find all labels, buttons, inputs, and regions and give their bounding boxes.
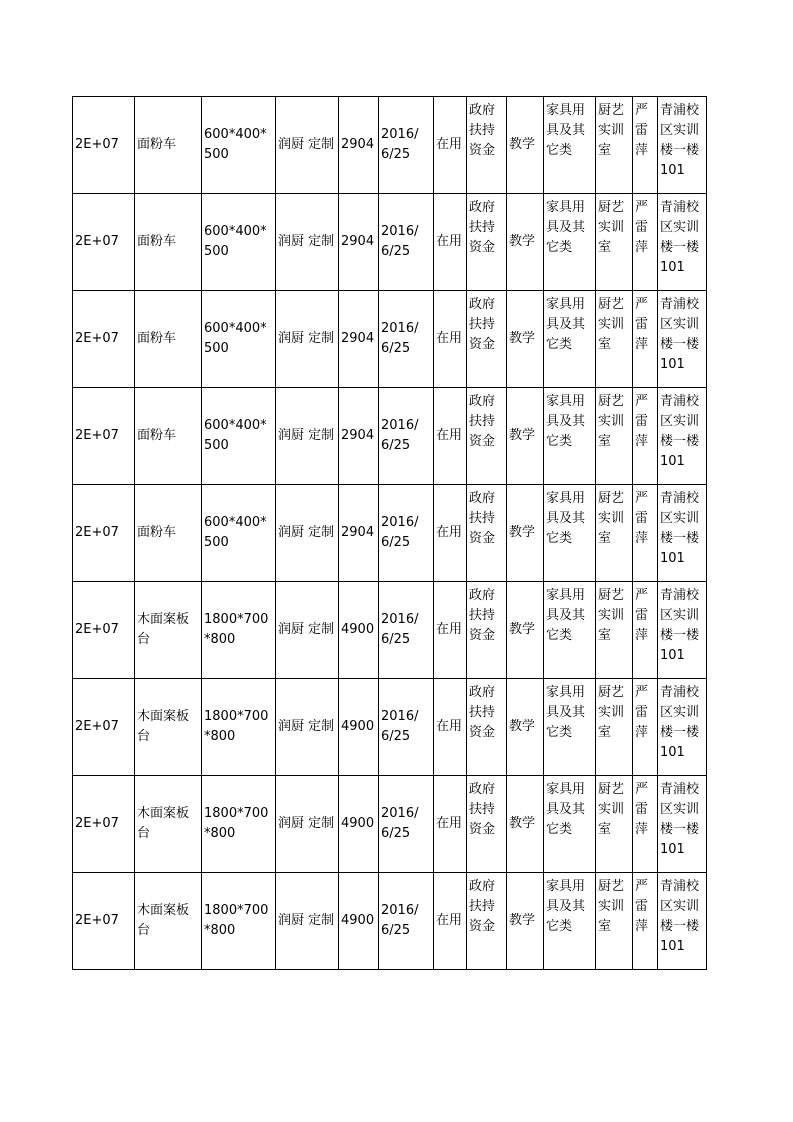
location-cell: 青浦校区实训楼一楼101 [658,291,707,388]
category-cell: 家具用具及其它类 [544,679,596,776]
spec-cell: 600*400*500 [202,194,276,291]
asset-code-cell: 2E+07 [73,388,135,485]
category-cell: 家具用具及其它类 [544,194,596,291]
date-cell: 2016/6/25 [379,485,434,582]
usage-cell: 教学 [507,873,544,970]
location-cell: 青浦校区实训楼一楼101 [658,388,707,485]
keeper-cell: 严雷萍 [633,388,658,485]
spec-cell: 600*400*500 [202,291,276,388]
asset-table-sheet [72,96,707,970]
price-cell: 2904 [339,388,379,485]
department-cell: 厨艺实训室 [596,485,633,582]
asset-name-cell: 面粉车 [135,97,202,194]
keeper-cell: 严雷萍 [633,873,658,970]
date-cell: 2016/6/25 [379,388,434,485]
category-cell: 家具用具及其它类 [544,873,596,970]
table-row [73,582,707,679]
asset-code-cell: 2E+07 [73,679,135,776]
brand-cell: 润厨 定制 [276,97,339,194]
usage-cell: 教学 [507,776,544,873]
price-cell: 4900 [339,776,379,873]
location-cell: 青浦校区实训楼一楼101 [658,873,707,970]
price-cell: 4900 [339,582,379,679]
table-row [73,873,707,970]
department-cell: 厨艺实训室 [596,388,633,485]
asset-name-cell: 面粉车 [135,388,202,485]
usage-cell: 教学 [507,388,544,485]
date-cell: 2016/6/25 [379,194,434,291]
location-cell: 青浦校区实训楼一楼101 [658,485,707,582]
status-cell: 在用 [434,582,467,679]
location-cell: 青浦校区实训楼一楼101 [658,194,707,291]
fund-source-cell: 政府扶持资金 [467,388,507,485]
keeper-cell: 严雷萍 [633,97,658,194]
fund-source-cell: 政府扶持资金 [467,194,507,291]
usage-cell: 教学 [507,582,544,679]
table-row [73,776,707,873]
brand-cell: 润厨 定制 [276,679,339,776]
asset-code-cell: 2E+07 [73,194,135,291]
price-cell: 2904 [339,485,379,582]
status-cell: 在用 [434,388,467,485]
asset-code-cell: 2E+07 [73,97,135,194]
asset-code-cell: 2E+07 [73,582,135,679]
status-cell: 在用 [434,776,467,873]
brand-cell: 润厨 定制 [276,485,339,582]
fund-source-cell: 政府扶持资金 [467,776,507,873]
price-cell: 2904 [339,291,379,388]
spec-cell: 1800*700*800 [202,679,276,776]
asset-code-cell: 2E+07 [73,291,135,388]
brand-cell: 润厨 定制 [276,873,339,970]
keeper-cell: 严雷萍 [633,485,658,582]
spec-cell: 600*400*500 [202,485,276,582]
date-cell: 2016/6/25 [379,776,434,873]
fund-source-cell: 政府扶持资金 [467,582,507,679]
keeper-cell: 严雷萍 [633,776,658,873]
table-row [73,485,707,582]
fund-source-cell: 政府扶持资金 [467,291,507,388]
asset-name-cell: 面粉车 [135,194,202,291]
fund-source-cell: 政府扶持资金 [467,97,507,194]
asset-table [72,96,707,970]
table-row [73,679,707,776]
brand-cell: 润厨 定制 [276,776,339,873]
usage-cell: 教学 [507,679,544,776]
category-cell: 家具用具及其它类 [544,776,596,873]
keeper-cell: 严雷萍 [633,194,658,291]
asset-name-cell: 木面案板台 [135,873,202,970]
category-cell: 家具用具及其它类 [544,388,596,485]
status-cell: 在用 [434,97,467,194]
location-cell: 青浦校区实训楼一楼101 [658,582,707,679]
asset-code-cell: 2E+07 [73,776,135,873]
category-cell: 家具用具及其它类 [544,582,596,679]
keeper-cell: 严雷萍 [633,679,658,776]
usage-cell: 教学 [507,194,544,291]
asset-code-cell: 2E+07 [73,485,135,582]
asset-name-cell: 面粉车 [135,485,202,582]
price-cell: 4900 [339,679,379,776]
department-cell: 厨艺实训室 [596,582,633,679]
table-row [73,388,707,485]
location-cell: 青浦校区实训楼一楼101 [658,776,707,873]
brand-cell: 润厨 定制 [276,388,339,485]
date-cell: 2016/6/25 [379,873,434,970]
asset-code-cell: 2E+07 [73,873,135,970]
department-cell: 厨艺实训室 [596,194,633,291]
department-cell: 厨艺实训室 [596,97,633,194]
brand-cell: 润厨 定制 [276,582,339,679]
fund-source-cell: 政府扶持资金 [467,485,507,582]
brand-cell: 润厨 定制 [276,291,339,388]
location-cell: 青浦校区实训楼一楼101 [658,679,707,776]
status-cell: 在用 [434,873,467,970]
asset-name-cell: 面粉车 [135,291,202,388]
usage-cell: 教学 [507,485,544,582]
category-cell: 家具用具及其它类 [544,485,596,582]
date-cell: 2016/6/25 [379,582,434,679]
table-row [73,97,707,194]
date-cell: 2016/6/25 [379,679,434,776]
status-cell: 在用 [434,485,467,582]
keeper-cell: 严雷萍 [633,291,658,388]
price-cell: 4900 [339,873,379,970]
fund-source-cell: 政府扶持资金 [467,873,507,970]
asset-name-cell: 木面案板台 [135,776,202,873]
category-cell: 家具用具及其它类 [544,97,596,194]
spec-cell: 1800*700*800 [202,873,276,970]
price-cell: 2904 [339,194,379,291]
brand-cell: 润厨 定制 [276,194,339,291]
price-cell: 2904 [339,97,379,194]
date-cell: 2016/6/25 [379,97,434,194]
spec-cell: 600*400*500 [202,388,276,485]
date-cell: 2016/6/25 [379,291,434,388]
department-cell: 厨艺实训室 [596,291,633,388]
keeper-cell: 严雷萍 [633,582,658,679]
department-cell: 厨艺实训室 [596,776,633,873]
location-cell: 青浦校区实训楼一楼101 [658,97,707,194]
status-cell: 在用 [434,194,467,291]
spec-cell: 1800*700*800 [202,582,276,679]
table-body [73,97,707,970]
spec-cell: 600*400*500 [202,97,276,194]
status-cell: 在用 [434,291,467,388]
table-row [73,194,707,291]
status-cell: 在用 [434,679,467,776]
department-cell: 厨艺实训室 [596,679,633,776]
department-cell: 厨艺实训室 [596,873,633,970]
usage-cell: 教学 [507,97,544,194]
table-row [73,291,707,388]
category-cell: 家具用具及其它类 [544,291,596,388]
asset-name-cell: 木面案板台 [135,679,202,776]
asset-name-cell: 木面案板台 [135,582,202,679]
usage-cell: 教学 [507,291,544,388]
fund-source-cell: 政府扶持资金 [467,679,507,776]
spec-cell: 1800*700*800 [202,776,276,873]
